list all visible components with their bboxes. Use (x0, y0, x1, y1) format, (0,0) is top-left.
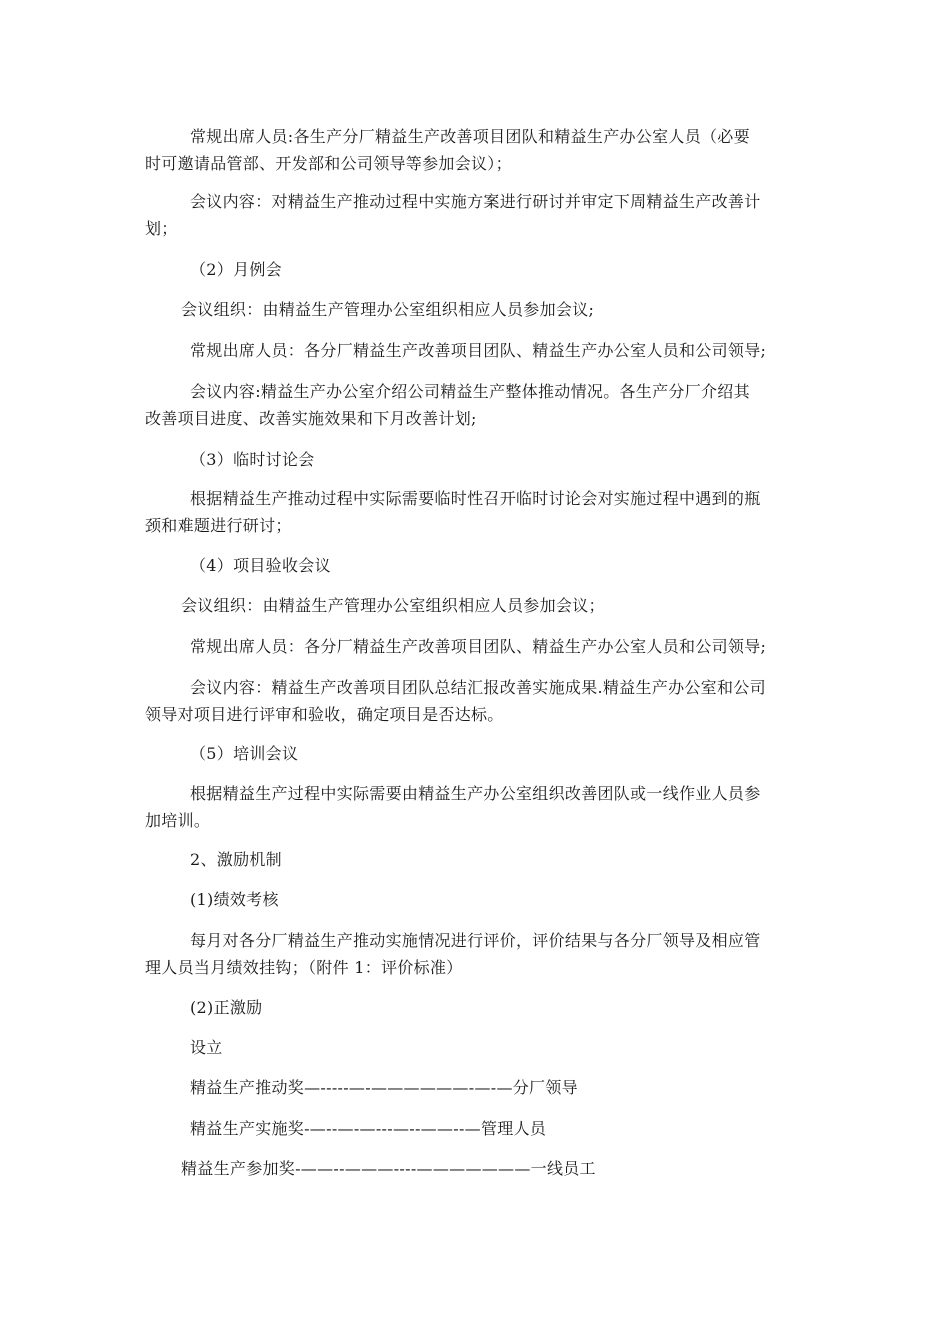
heading-positive-incentive (145, 994, 810, 1021)
paragraph-meeting-content-weekly (145, 188, 810, 242)
paragraph-regular-attendees-acceptance (145, 633, 810, 660)
text-line: 精益生产实施奖-—--—-—---—--——--—管理人员 (190, 1119, 547, 1138)
paragraph-organization-monthly (145, 296, 810, 323)
text-line: （2）月例会 (190, 260, 282, 279)
text-line: （3）临时讨论会 (190, 450, 315, 469)
paragraph-meeting-content-monthly (145, 378, 810, 432)
paragraph-performance-assessment (145, 927, 810, 981)
text-line: 时可邀请品管部、开发部和公司领导等参加会议）； (145, 154, 512, 173)
heading-incentive-mechanism (145, 846, 810, 873)
text-line: 加培训。 (145, 811, 211, 830)
paragraph-organization-acceptance (145, 592, 810, 619)
text-line: 颈和难题进行研讨； (145, 516, 292, 535)
text-line: 会议内容:精益生产办公室介绍公司精益生产整体推动情况。各生产分厂介绍其 (190, 382, 750, 401)
heading-temporary-meeting (145, 446, 810, 473)
text-line: 根据精益生产推动过程中实际需要临时性召开临时讨论会对实施过程中遇到的瓶 (190, 489, 761, 508)
text-line: 会议内容：对精益生产推动过程中实施方案进行研讨并审定下周精益生产改善计 (190, 192, 761, 211)
paragraph-regular-attendees-monthly (145, 337, 810, 364)
paragraph-training-meeting (145, 780, 810, 834)
text-line: 划； (145, 219, 178, 238)
paragraph-temporary-meeting (145, 485, 810, 539)
text-line: 2、激励机制 (190, 850, 282, 869)
text-line: 会议组织：由精益生产管理办公室组织相应人员参加会议； (181, 596, 605, 615)
paragraph-regular-attendees-weekly (145, 123, 810, 177)
text-line: (2)正激励 (190, 998, 263, 1017)
text-line: 设立 (190, 1038, 223, 1057)
text-line: 精益生产参加奖-——--———----———————一线员工 (181, 1159, 596, 1178)
award-line-promotion (145, 1074, 810, 1101)
text-line: 每月对各分厂精益生产推动实施情况进行评价，评价结果与各分厂领导及相应管 (190, 931, 761, 950)
award-line-implementation (145, 1115, 810, 1142)
text-line: 理人员当月绩效挂钩；（附件 1：评价标准） (145, 958, 463, 977)
text-line: 常规出席人员:各生产分厂精益生产改善项目团队和精益生产办公室人员（必要 (190, 127, 750, 146)
text-line: 会议组织：由精益生产管理办公室组织相应人员参加会议; (181, 300, 595, 319)
heading-performance-assessment (145, 886, 810, 913)
text-line: （5）培训会议 (190, 744, 299, 763)
text-line: (1)绩效考核 (190, 890, 279, 909)
text-line: 会议内容：精益生产改善项目团队总结汇报改善实施成果.精益生产办公室和公司 (190, 678, 766, 697)
text-line: 精益生产推动奖—-----—-——————-—-—分厂领导 (190, 1078, 578, 1097)
award-line-participation (145, 1155, 810, 1182)
text-line: 根据精益生产过程中实际需要由精益生产办公室组织改善团队或一线作业人员参 (190, 784, 761, 803)
text-line: （4）项目验收会议 (190, 556, 331, 575)
heading-training-meeting (145, 740, 810, 767)
paragraph-establish (145, 1034, 810, 1061)
paragraph-meeting-content-acceptance (145, 674, 810, 728)
heading-monthly-meeting (145, 256, 810, 283)
text-line: 常规出席人员：各分厂精益生产改善项目团队、精益生产办公室人员和公司领导; (190, 637, 767, 656)
text-line: 改善项目进度、改善实施效果和下月改善计划; (145, 409, 477, 428)
text-line: 常规出席人员：各分厂精益生产改善项目团队、精益生产办公室人员和公司领导; (190, 341, 767, 360)
heading-acceptance-meeting (145, 552, 810, 579)
text-line: 领导对项目进行评审和验收，确定项目是否达标。 (145, 705, 504, 724)
